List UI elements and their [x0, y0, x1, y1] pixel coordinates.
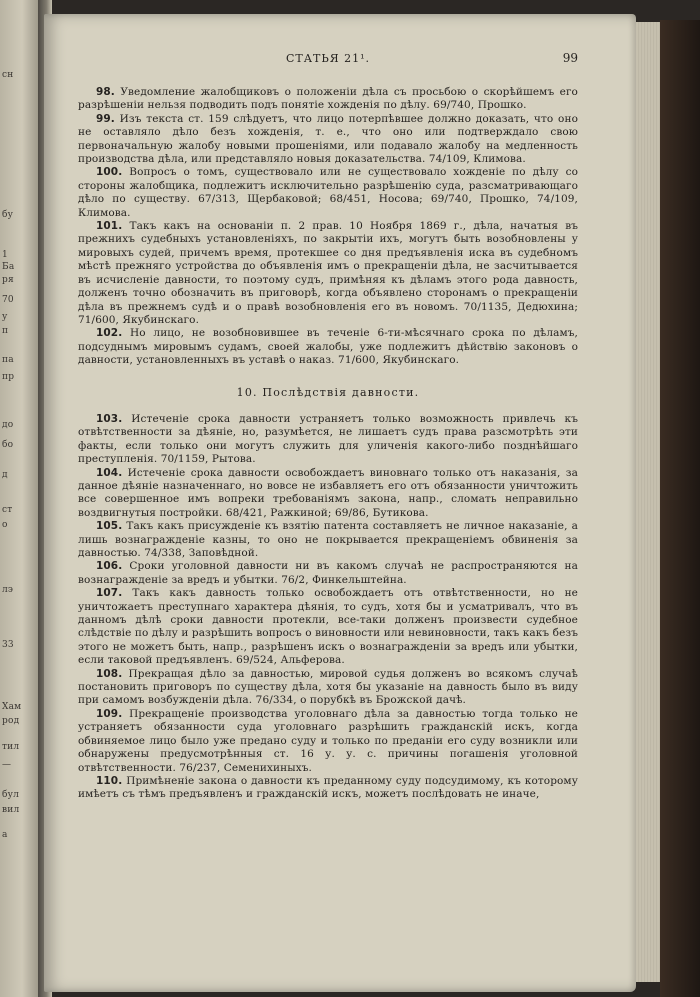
entry-number: 104. — [96, 466, 123, 479]
entry — [78, 467, 578, 521]
left-fragment: пр — [2, 372, 15, 382]
entry-text: Уведомление жалобщиковъ о положеніи дѣла съ просьбою о скорѣйшемъ его разрѣшеніи нельзя подводить подъ понятіе хожденія по дѣлу. 69/740, Прошко. — [78, 86, 578, 112]
entry — [78, 220, 578, 327]
entry — [78, 520, 578, 560]
left-fragment: вил — [2, 805, 20, 815]
entry-number: 102. — [96, 327, 123, 340]
left-fragment: Ба — [2, 262, 15, 272]
entry-number: 106. — [96, 560, 123, 573]
entry-number: 103. — [96, 412, 123, 425]
entry-text: Но лицо, не возобновившее въ теченіе 6-ти-мѣсячнаго срока по дѣламъ, подсуднымъ мировымъ судамъ, своей жалобы, уже подлежитъ дѣйствію законовъ о давности, установленныхъ въ уставѣ о наказ. 71/600, Якубинскаго. — [78, 327, 578, 367]
entry-text: Изъ текста ст. 159 слѣдуетъ, что лицо потерпѣвшее должно доказать, что оно не оставляло дѣло безъ хожденія, т. е., что оно или подтверждало свою первоначальную жалобу новыми прошеніями, или подавало жалобу на медленность производства дѣла, или представляло новыя доказательства. 74/109, Климова. — [78, 112, 578, 166]
left-fragment: бо — [2, 440, 14, 450]
left-fragment: бул — [2, 790, 20, 800]
left-fragment: лэ — [2, 585, 14, 595]
entry-text: Сроки уголовной давности ни въ какомъ случаѣ не распространяются на вознагражденіе за вредъ и убытки. 76/2, Финкельштейна. — [78, 560, 578, 586]
book-cover — [660, 20, 700, 997]
left-fragment: а — [2, 830, 8, 840]
left-fragment: 1 — [2, 250, 8, 260]
entry — [78, 587, 578, 667]
entry — [78, 113, 578, 167]
left-fragment: сн — [2, 70, 14, 80]
entry — [78, 327, 578, 367]
left-fragment: ст — [2, 505, 13, 515]
entry-number: 105. — [96, 520, 123, 533]
left-fragment: ря — [2, 275, 14, 285]
left-fragment: па — [2, 355, 14, 365]
left-fragment: у — [2, 312, 8, 322]
entry-text: Прекращая дѣло за давностью, мировой судья долженъ во всякомъ случаѣ постановить приговоръ по существу дѣла, хотя бы указаніе на давность было въ виду при самомъ возбужденіи дѣла. 76/334, о порубкѣ въ Брожской дачѣ. — [78, 667, 578, 707]
entry-number: 101. — [96, 220, 123, 233]
entry-number: 110. — [96, 774, 123, 787]
entry — [78, 86, 578, 113]
entry — [78, 775, 578, 802]
running-title: СТАТЬЯ 21¹. — [285, 52, 371, 65]
entry — [78, 668, 578, 708]
page-content — [78, 52, 578, 802]
left-fragment: о — [2, 520, 8, 530]
left-fragment: д — [2, 470, 8, 480]
page-number: 99 — [562, 51, 578, 65]
entry-text: Примѣненіе закона о давности къ преданному суду подсудимому, къ которому имѣетъ съ тѣмъ предъявленъ и гражданскій искъ, можетъ послѣдовать не иначе, — [78, 774, 578, 801]
left-fragment: 70 — [2, 295, 14, 305]
left-fragment: тил — [2, 742, 20, 752]
left-fragment: до — [2, 420, 14, 430]
entry-text: Вопросъ о томъ, существовало или не существовало хожденіе по дѣлу со стороны жалобщика, подлежитъ исключительно разрѣшенію суда, разсматривающаго дѣло по существу. 67/313, Щербаковой; 68/451, Носова; 69/740, Прошко, 74/109, Климова. — [78, 166, 578, 219]
entry-number: 99. — [96, 112, 115, 125]
entry — [78, 166, 578, 220]
left-fragment: Хам — [2, 702, 22, 712]
entry-text: Такъ какъ присужденіе къ взятію патента составляетъ не личное наказаніе, а лишь вознагражденіе казны, то оно не покрывается прекращеніемъ обвиненія за давностью. 74/338, Заповѣдной. — [78, 520, 578, 559]
entry — [78, 560, 578, 587]
entry-number: 100. — [96, 166, 123, 179]
entry-text: Истеченіе срока давности устраняетъ только возможность привлечь къ отвѣтственности за дѣяніе, но, разумѣется, не лишаетъ судъ права разсмотрѣть эти факты, если только они могутъ служить для уличенія какого-либо позднѣйшаго преступленія. 70/1159, Рытова. — [78, 412, 578, 466]
entry — [78, 708, 578, 775]
entry-number: 109. — [96, 707, 123, 720]
entry-text: Истеченіе срока давности освобождаетъ виновнаго только отъ наказанія, за данное дѣяніе назначеннаго, но вовсе не избавляетъ его отъ обязанности уничтожить все совершенное имъ вопреки требованіямъ закона, напр., сломать неправильно воздвигнутыя постройки. 68/421, Ражкиной; 69/86, Бутикова. — [78, 466, 578, 519]
entry-number: 98. — [96, 86, 115, 98]
left-fragment: 33 — [2, 640, 14, 650]
section-title: 10. Послѣдствія давности. — [236, 385, 420, 399]
left-fragment: бу — [2, 210, 14, 220]
left-fragment: — — [2, 760, 12, 770]
left-fragment: род — [2, 716, 20, 726]
page-header — [78, 52, 578, 70]
entry-text: Такъ какъ на основаніи п. 2 прав. 10 Ноября 1869 г., дѣла, начатыя въ прежнихъ судебныхъ установленіяхъ, по закрытіи ихъ, могутъ быть возобновлены у мировыхъ судей, причемъ время, протекшее со дня предъявленія иска въ судебномъ мѣстѣ прежняго устройства до объявленія имъ о прекращеніи дѣла, не засчитывается въ исчисленіе давности, то поэтому судъ, примѣняя къ дѣламъ этого рода давность, долженъ точно обозначить въ приговорѣ, когда объявлено сторонамъ о прекращеніи дѣла въ прежнемъ судѣ и о правѣ возобновленія его въ новомъ. 70/1135, Дедюхина; 71/600, Якубинскаго. — [78, 220, 578, 326]
entry-number: 108. — [96, 667, 123, 680]
entry — [78, 413, 578, 467]
entry-number: 107. — [96, 587, 123, 600]
entry-text: Такъ какъ давность только освобождаетъ отъ отвѣтственности, но не уничтожаетъ преступнаго характера дѣянія, то судъ, хотя бы и усматривалъ, что въ данномъ дѣлѣ сроки давности протекли, все-таки долженъ произвести судебное слѣдствіе по дѣлу и разрѣшить вопросъ о виновности или невиновности, такъ какъ безъ этого не можетъ быть, напр., разрѣшенъ искъ о вознагражденіи за вредъ или убытки, если таковой предъявленъ. 69/524, Альферова. — [78, 587, 578, 667]
left-fragment: п — [2, 326, 9, 336]
entry-text: Прекращеніе производства уголовнаго дѣла за давностью тогда только не устраняетъ обязанности суда уголовнаго разрѣшить гражданскій искъ, когда обвиняемое лицо было уже предано суду и только по преданіи его суду возникли или обнаружены предусмотрѣнныя ст. 16 у. у. с. причины погашенія уголовной отвѣтственности. 76/237, Семенихиныхъ. — [78, 707, 578, 774]
